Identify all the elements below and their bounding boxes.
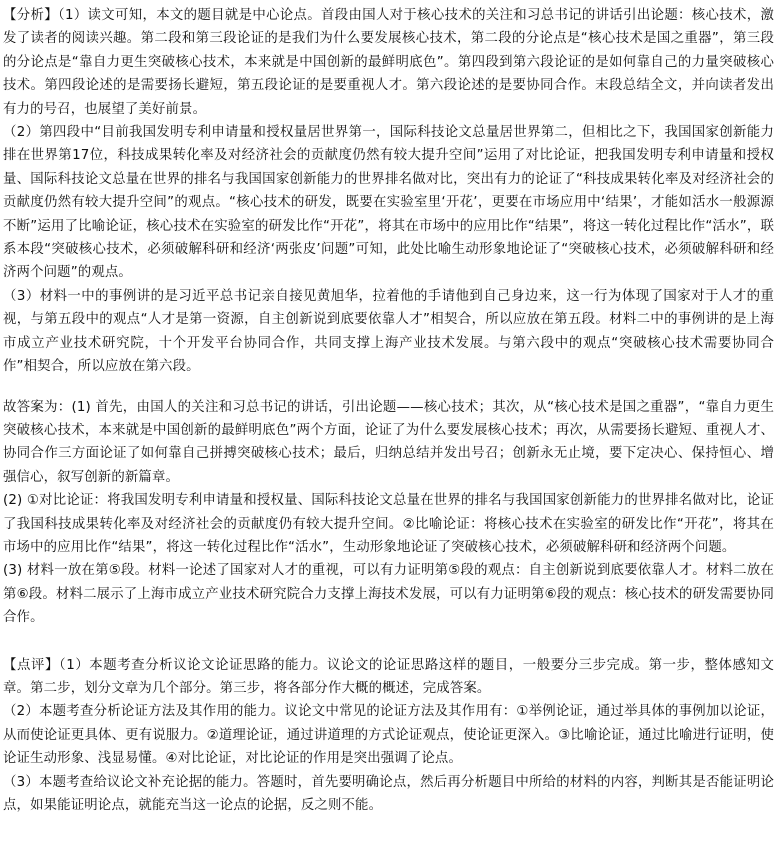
comment-section [3, 654, 774, 818]
answer-paragraph-3: (3) 材料一放在第⑤段。材料一论述了国家对人才的重视，可以有力证明第⑤段的观点：自主创新说到底要依靠人才。材料二放在第⑥段。材料二展示了上海市成立产业技术研究院合力支撑上海技术发展，可以有力证明第⑥段的观点：核心技术的研发需要协同合作。 [3, 563, 774, 626]
spacer [3, 630, 774, 654]
comment-paragraph-3: （3）本题考查给议论文补充论据的能力。答题时，首先要明确论点，然后再分析题目中所给的材料的内容，判断其是否能证明论点，如果能证明论点，就能充当这一论点的论据，反之则不能。 [3, 774, 774, 813]
analysis-paragraph-2: （2）第四段中“目前我国发明专利申请量和授权量居世界第一，国际科技论文总量居世界第二，但相比之下，我国国家创新能力排在世界第17位，科技成果转化率及对经济社会的贡献度仍然有较大提升空间”运用了对比论证，把我国发明专利申请量和授权量、国际科技论文总量在世界的排名与我国国家创新能力的世界排名做对比，突出有力的论证了“科技成果转化率及对经济社会的贡献度仍然有较大提升空间”的观点。“核心技术的研发，既要在实验室里‘开花’，更要在市场应用中‘结果’，才能如活水一般源源不断”运用了比喻论证，核心技术在实验室的研发比作“开花”，将其在市场中的应用比作“结果”，将这一转化过程比作“活水”，联系本段“突破核心技术，必须破解科研和经济‘两张皮’问题”可知，此处比喻生动形象地论证了“突破核心技术，必须破解科研和经济两个问题”的观点。 [3, 125, 774, 281]
analysis-paragraph-1: 【分析】（1）读文可知，本文的题目就是中心论点。首段由国人对于核心技术的关注和习总书记的讲话引出论题：核心技术，激发了读者的阅读兴趣。第二段和第三段论证的是我们为什么要发展核心技术，第二段的分论点是“核心技术是国之重器”，第三段的分论点是“靠自力更生突破核心技术，本来就是中国创新的最鲜明底色”。第四段到第六段论证的是如何靠自己的力量突破核心技术。第四段论述的是需要扬长避短，第五段论证的是要重视人才。第六段论述的是要协同合作。末段总结全文，并向读者发出有力的号召，也展望了美好前景。 [3, 8, 774, 117]
answer-paragraph-1: 故答案为：(1) 首先，由国人的关注和习总书记的讲话，引出论题——核心技术；其次，从“核心技术是国之重器”，“靠自力更生突破核心技术，本来就是中国创新的最鲜明底色”两个方面，论证了为什么要发展核心技术；再次，从需要扬长避短、重视人才、协同合作三方面论证了如何靠自己拼搏突破核心技术；最后，归纳总结并发出号召；创新永无止境，要下定决心、保持恒心、增强信心，叙写创新的新篇章。 [3, 399, 774, 485]
analysis-paragraph-3: （3）材料一中的事例讲的是习近平总书记亲自接见黄旭华，拉着他的手请他到自己身边来，这一行为体现了国家对于人才的重视，与第五段中的观点“人才是第一资源，自主创新说到底要依靠人才”相契合，所以应放在第五段。材料二中的事例讲的是上海市成立产业技术研究院，十个开发平台协同合作，共同支撑上海产业技术发展。与第六段中的观点“突破核心技术需要协同合作”相契合，所以应放在第六段。 [3, 288, 774, 375]
analysis-section [3, 4, 774, 379]
comment-paragraph-1: 【点评】（1）本题考查分析议论文论证思路的能力。议论文的论证思路这样的题目，一般要分三步完成。第一步，整体感知文章。第二步，划分文章为几个部分。第三步，将各部分作大概的概述，完成答案。 [3, 657, 774, 696]
spacer [3, 379, 774, 396]
answer-paragraph-2: (2) ①对比论证：将我国发明专利申请量和授权量、国际科技论文总量在世界的排名与我国国家创新能力的世界排名做对比，论证了我国科技成果转化率及对经济社会的贡献度仍有较大提升空间。②比喻论证：将核心技术在实验室的研发比作“开花”，将其在市场中的应用比作“结果”，将这一转化过程比作“活水”，生动形象地论证了突破核心技术，必须破解科研和经济两个问题。 [3, 493, 774, 555]
comment-paragraph-2: （2）本题考查分析论证方法及其作用的能力。议论文中常见的论证方法及其作用有：①举例论证，通过举具体的事例加以论证，从而使论证更具体、更有说服力。②道理论证，通过讲道理的方式论证观点，使论证更深入。③比喻论证，通过比喻进行证明，使论证生动形象、浅显易懂。④对比论证，对比论证的作用是突出强调了论点。 [3, 704, 774, 767]
answer-section [3, 396, 774, 630]
